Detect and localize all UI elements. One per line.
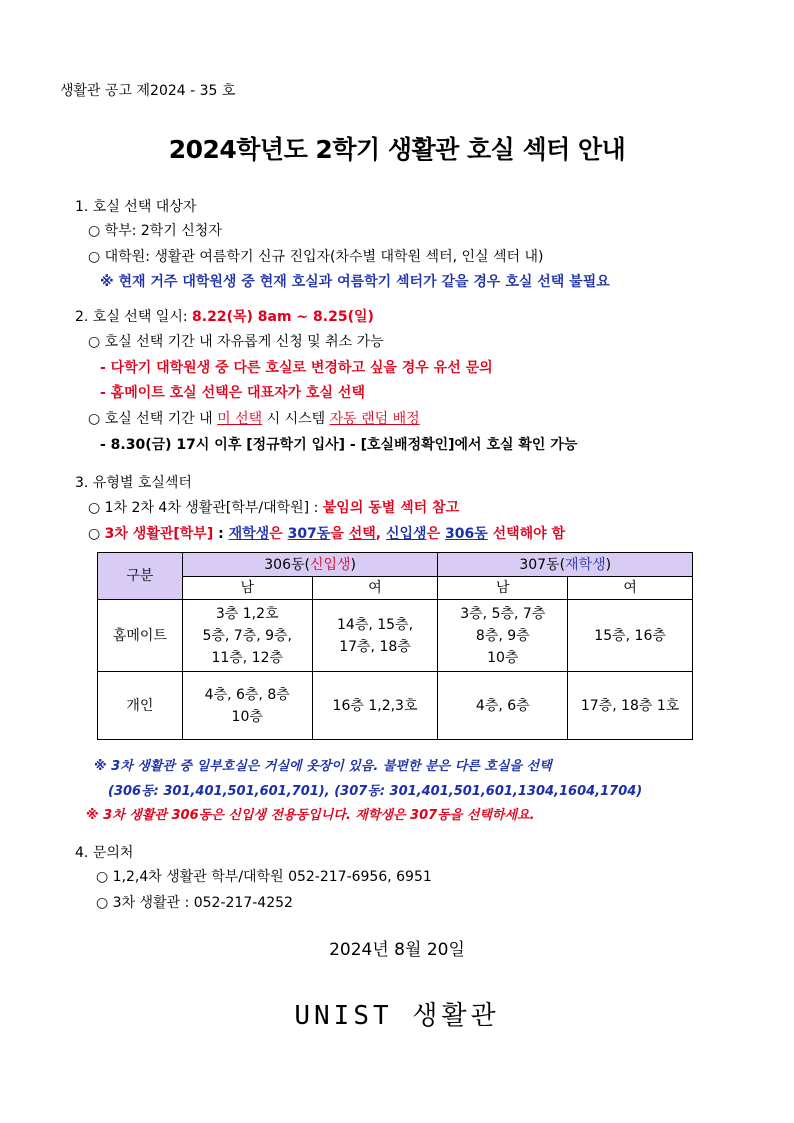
note1-rooms: (306동: 301,401,501,601,701), (307동: 301,401,501,601,1304,1604,1704) (108, 784, 643, 799)
section2-heading-prefix: 2. 호실 선택 일시: (75, 309, 193, 325)
cell-line: 8층, 9층 (475, 627, 530, 644)
section1-heading: 1. 호실 선택 대상자 (75, 199, 197, 215)
section3-word-new: 신입생 (386, 526, 427, 542)
bldg306-suffix: ) (350, 556, 357, 573)
section3-word-current: 재학생 (228, 526, 270, 542)
section3-item2-colon: : (213, 526, 229, 542)
row-label: 홈메이트 (98, 600, 183, 672)
row-label: 개인 (98, 672, 183, 740)
cell-line: 10층 (487, 649, 519, 666)
section3-item2-red: 3차 생활관[학부] (104, 526, 214, 542)
signature: UNIST 생활관 (294, 1001, 500, 1031)
section3-word-306: 306동 (444, 526, 488, 542)
issue-date: 2024년 8월 20일 (329, 940, 465, 960)
table-cell (312, 600, 438, 672)
section2-item2-mid: 시 시스템 (262, 411, 330, 427)
section2-item1: ○ 호실 선택 기간 내 자유롭게 신청 및 취소 가능 (88, 334, 384, 350)
section2-item2-auto: 자동 랜덤 배정 (329, 411, 420, 427)
note1: ※ 3차 생활관 중 일부호실은 거실에 옷장이 있음. 불편한 분은 다른 호실을 선택 (94, 759, 552, 774)
section3-item1 (88, 497, 459, 517)
cell-line: 15층, 16층 (594, 627, 666, 644)
table-cell (182, 672, 312, 740)
table-header-306 (182, 553, 438, 577)
table-cell (312, 672, 438, 740)
notice-number: 생활관 공고 제2024 - 35 호 (60, 83, 236, 99)
section2-item1-sub2: - 홈메이트 호실 선택은 대표자가 호실 선택 (100, 385, 365, 401)
section3-word-select: 선택 (348, 526, 376, 542)
bldg307-suffix: ) (605, 556, 612, 573)
cell-line: 3층 1,2호 (215, 605, 279, 622)
section3-text3: , (375, 526, 386, 542)
contact-line-2: ○ 3차 생활관 : 052-217-4252 (96, 895, 293, 911)
section2-item2-prefix: ○ 호실 선택 기간 내 (88, 411, 218, 427)
section2-heading-date: 8.22(목) 8am ~ 8.25(일) (192, 309, 374, 325)
section3-item1-red: 붙임의 동별 섹터 참고 (322, 500, 460, 516)
section3-text5: 선택해야 함 (487, 526, 566, 542)
cell-line: 11층, 12층 (211, 649, 284, 666)
table-cell (438, 600, 568, 672)
bldg306-prefix: 306동( (264, 556, 310, 573)
cell-line: 4층, 6층, 8층 (204, 686, 290, 703)
table-row (98, 672, 693, 740)
section3-item2-bullet: ○ (88, 526, 105, 542)
table-cell (182, 600, 312, 672)
cell-line: 10층 (231, 708, 263, 725)
section1-item2: ○ 대학원: 생활관 여름학기 신규 진입자(차수별 대학원 섹터, 인실 섹터 내) (88, 249, 544, 265)
section2-item1-sub1: - 다학기 대학원생 중 다른 호실로 변경하고 싶을 경우 유선 문의 (100, 360, 493, 376)
contact-line-1: ○ 1,2,4차 생활관 학부/대학원 052-217-6956, 6951 (96, 869, 432, 885)
bldg306-tag: 신입생 (309, 556, 351, 573)
table-header-category: 구분 (98, 553, 183, 600)
section2-item2-sub1: - 8.30(금) 17시 이후 [정규학기 입사] - [호실배정확인]에서 호실 확인 가능 (100, 437, 578, 453)
cell-line: 16층 1,2,3호 (332, 697, 418, 714)
table-cell (568, 600, 693, 672)
section3-text4: 은 (426, 526, 445, 542)
cell-line: 5층, 7층, 9층, (202, 627, 292, 644)
bldg307-tag: 재학생 (565, 556, 606, 573)
bldg307-prefix: 307동( (519, 556, 566, 573)
table-header-306-male: 남 (182, 577, 312, 600)
cell-line: 14층, 15층, (337, 616, 414, 633)
section3-item2 (88, 523, 565, 543)
section3-text1: 은 (269, 526, 288, 542)
section1-item1: ○ 학부: 2학기 신청자 (88, 223, 222, 239)
table-header-307-male: 남 (438, 577, 568, 600)
table-row (98, 600, 693, 672)
sector-table (97, 552, 693, 740)
table-cell (568, 672, 693, 740)
section1-note: ※ 현재 거주 대학원생 중 현재 호실과 여름학기 섹터가 같을 경우 호실 선택 불필요 (100, 274, 610, 290)
section2-item2-unselected: 미 선택 (217, 411, 263, 427)
cell-line: 17층, 18층 1호 (580, 697, 680, 714)
section2-heading (75, 306, 374, 326)
section4-heading: 4. 문의처 (75, 845, 134, 861)
table-header-307-female: 여 (568, 577, 693, 600)
section3-word-307: 307동 (287, 526, 331, 542)
table-header-306-female: 여 (312, 577, 438, 600)
cell-line: 4층, 6층 (475, 697, 530, 714)
table-header-307 (438, 553, 693, 577)
cell-line: 3층, 5층, 7층 (460, 605, 546, 622)
note2: ※ 3차 생활관 306동은 신입생 전용동입니다. 재학생은 307동을 선택하세요. (86, 808, 535, 823)
page-title: 2024학년도 2학기 생활관 호실 섹터 안내 (168, 135, 626, 164)
table-cell (438, 672, 568, 740)
section3-item1-prefix: ○ 1차 2차 4차 생활관[학부/대학원] : (88, 500, 323, 516)
section3-text2: 을 (330, 526, 349, 542)
cell-line: 17층, 18층 (339, 638, 411, 655)
section3-heading: 3. 유형별 호실섹터 (75, 475, 192, 491)
section2-item2 (88, 408, 420, 428)
